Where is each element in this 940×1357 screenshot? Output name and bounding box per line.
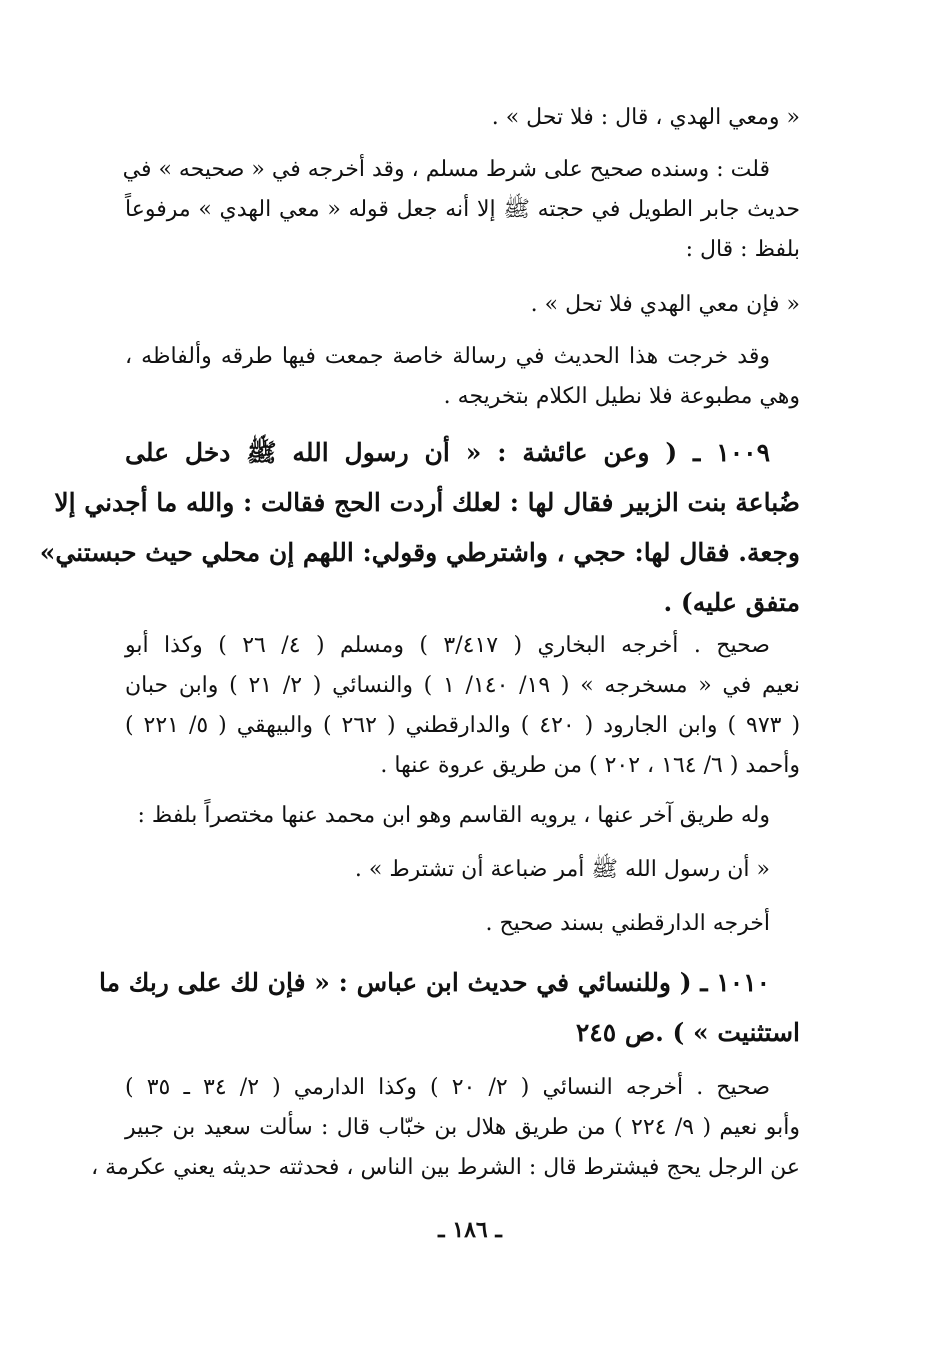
- paragraph-other-route: [125, 796, 800, 836]
- hadith-1009: [39, 428, 800, 628]
- paragraph-quote-3: [125, 850, 800, 890]
- text-line: وقد خرجت هذا الحديث في رسالة خاصة جمعت فيها طرقه وألفاظه ،: [125, 344, 770, 369]
- text-line: استثنيت » ) .ص ٢٤٥: [575, 1018, 800, 1047]
- paragraph-daraqutni: [125, 904, 800, 944]
- hadith-1010: [99, 958, 800, 1058]
- text-line: وهي مطبوعة فلا نطيل الكلام بتخريجه .: [443, 384, 800, 409]
- text-line: نعيم في « مسخرجه » ( ١٩/ ١٤٠/ ١ ) والنسائي ( ٢/ ٢١ ) وابن حبان: [125, 673, 801, 698]
- text-line: « ومعي الهدي ، قال : فلا تحل » .: [491, 105, 800, 130]
- takhrij-1010: [91, 1068, 800, 1188]
- page-number: ـ ١٨٦ ـ: [438, 1217, 502, 1243]
- text-line: ١٠٠٩ ـ ( وعن عائشة : « أن رسول الله ﷺ دخل على: [125, 438, 770, 467]
- text-line: ١٠١٠ ـ ( وللنسائي في حديث ابن عباس : « فإن لك على ربك ما: [99, 968, 770, 997]
- paragraph-quote-2: [125, 285, 800, 325]
- takhrij-1009: [125, 626, 800, 786]
- text-line: وجعة. فقال لها: حجي ، واشترطي وقولي: اللهم إن محلي حيث حبستني»: [39, 538, 800, 567]
- text-line: ( ٩٧٣ ) وابن الجارود ( ٤٢٠ ) والدارقطني ( ٢٦٢ ) والبيهقي ( ٥/ ٢٢١ ): [125, 713, 801, 738]
- text-line: متفق عليه) .: [663, 588, 800, 617]
- text-line: صحيح . أخرجه النسائي ( ٢/ ٢٠ ) وكذا الدارمي ( ٢/ ٣٤ ـ ٣٥ ): [125, 1075, 771, 1100]
- text-line: أخرجه الدارقطني بسند صحيح .: [485, 911, 770, 936]
- text-line: ضُباعة بنت الزبير فقال لها : لعلك أردت الحج فقالت : والله ما أجدني إلا: [54, 488, 800, 517]
- text-line: « أن رسول الله ﷺ أمر ضباعة أن تشترط » .: [354, 857, 770, 882]
- text-line: قلت : وسنده صحيح على شرط مسلم ، وقد أخرجه في « صحيحه » في: [122, 157, 770, 182]
- text-line: صحيح . أخرجه البخاري ( ٣/٤١٧ ) ومسلم ( ٤/ ٢٦ ) وكذا أبو: [125, 633, 770, 658]
- text-line: عن الرجل يحج فيشترط قال : الشرط بين الناس ، فحدثته حديثه يعني عكرمة ،: [91, 1155, 800, 1180]
- text-line: « فإن معي الهدي فلا تحل » .: [530, 292, 800, 317]
- paragraph-note-1: [122, 150, 800, 270]
- text-line: وأبو نعيم ( ٩/ ٢٢٤ ) من طريق هلال بن خبّاب قال : سألت سعيد بن جبير: [125, 1115, 800, 1140]
- text-line: بلفظ : قال :: [685, 237, 800, 262]
- paragraph-note-2: [125, 337, 800, 417]
- paragraph-quote-1: [125, 98, 800, 138]
- text-line: وله طريق آخر عنها ، يرويه القاسم وهو ابن محمد عنها مختصراً بلفظ :: [137, 803, 770, 828]
- text-line: حديث جابر الطويل في حجته ﷺ إلا أنه جعل قوله « معي الهدي » مرفوعاً: [125, 197, 800, 222]
- text-line: وأحمد ( ٦/ ١٦٤ ، ٢٠٢ ) من طريق عروة عنها .: [380, 753, 800, 778]
